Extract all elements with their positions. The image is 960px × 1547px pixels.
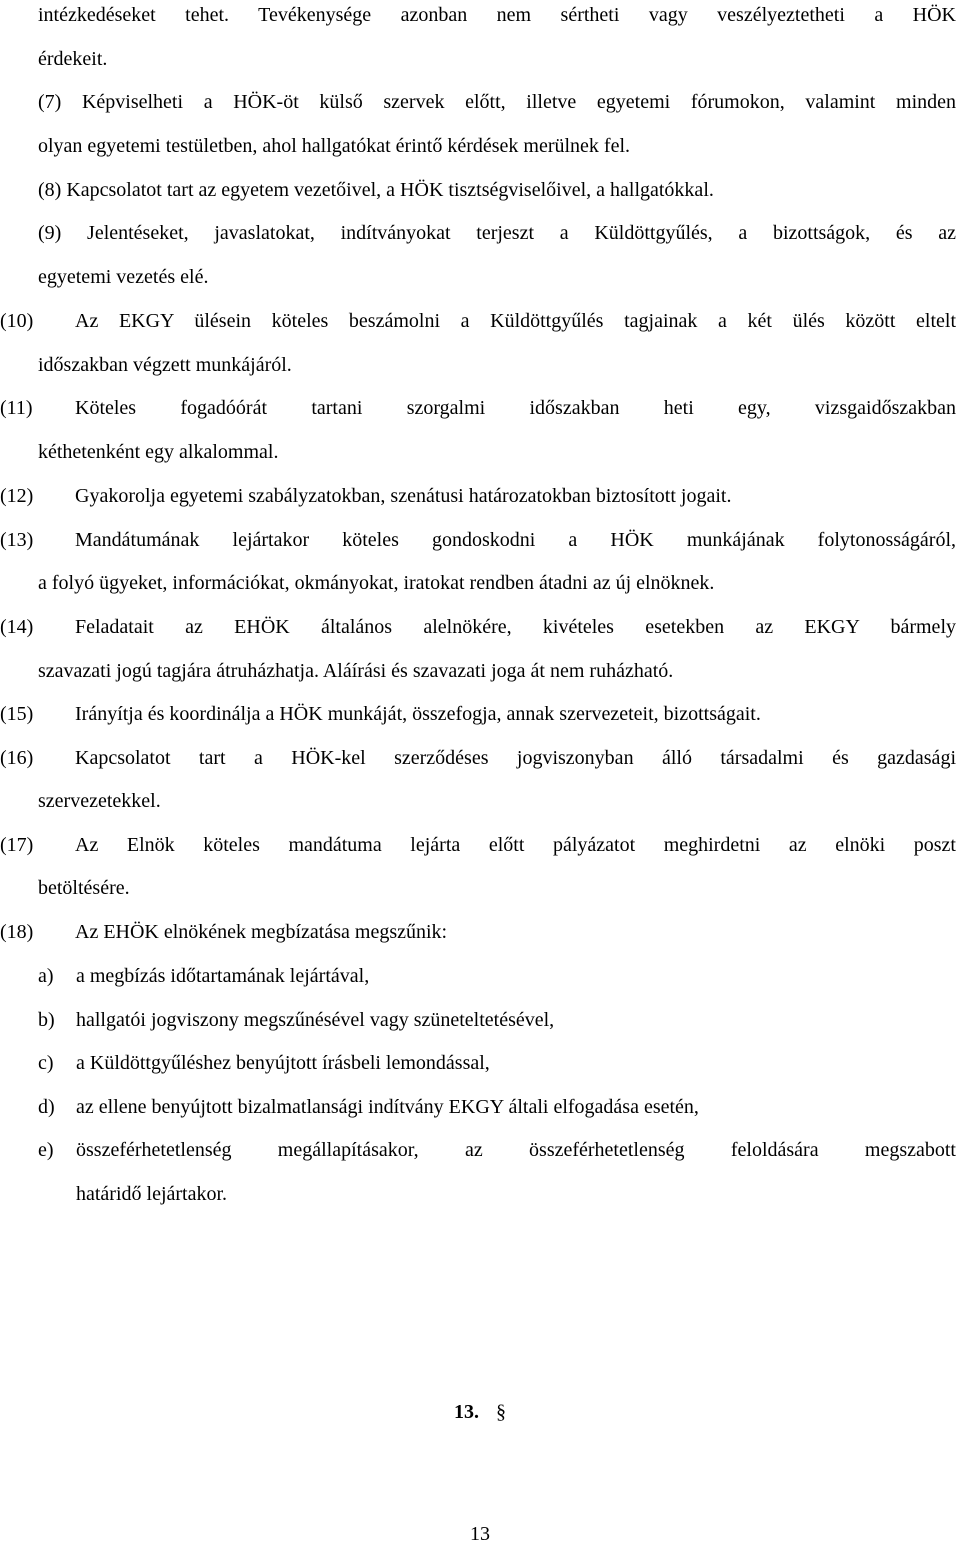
list-item-11-cont: kéthetenként egy alkalommal. (38, 441, 279, 463)
page-number: 13 (470, 1523, 490, 1545)
item-number: (18) (0, 921, 34, 943)
item-number: (11) (0, 397, 33, 419)
item-number: (10) (0, 310, 34, 332)
sub-item-letter: c) (38, 1052, 54, 1074)
sub-item-letter: b) (38, 1009, 55, 1031)
item-text: Az EKGY ülésein köteles beszámolni a Küldöttgyűlés tagjainak a két ülés között eltelt (75, 310, 956, 332)
item-text: Kapcsolatot tart a HÖK-kel szerződéses jogviszonyban álló társadalmi és gazdasági (75, 747, 956, 769)
paragraph-9-line-2: egyetemi vezetés elé. (38, 266, 209, 288)
sub-item-letter: e) (38, 1139, 54, 1161)
item-text: Mandátumának lejártakor köteles gondoskodni a HÖK munkájának folytonosságáról, (75, 529, 956, 551)
list-item-14-cont: szavazati jogú tagjára átruházhatja. Aláírási és szavazati joga át nem ruházható. (38, 660, 674, 682)
sub-item-text: hallgatói jogviszony megszűnésével vagy szüneteltetésével, (76, 1009, 555, 1031)
list-item-13-cont: a folyó ügyeket, információkat, okmányokat, iratokat rendben átadni az új elnöknek. (38, 572, 715, 594)
item-number: (17) (0, 834, 34, 856)
item-text: Gyakorolja egyetemi szabályzatokban, szenátusi határozatokban biztosított jogait. (75, 485, 732, 507)
list-item-10-cont: időszakban végzett munkájáról. (38, 354, 292, 376)
list-item-16-cont: szervezetekkel. (38, 790, 161, 812)
sub-item-letter: d) (38, 1096, 55, 1118)
item-text: Az Elnök köteles mandátuma lejárta előtt pályázatot meghirdetni az elnöki poszt (75, 834, 956, 856)
paragraph-7-line-1: (7) Képviselheti a HÖK-öt külső szervek előtt, illetve egyetemi fórumokon, valamint minden (38, 91, 956, 113)
section-heading (0, 1401, 960, 1424)
item-number: (14) (0, 616, 34, 638)
item-number: (13) (0, 529, 34, 551)
item-number: (16) (0, 747, 34, 769)
paragraph-9-line-1: (9) Jelentéseket, javaslatokat, indítványokat terjeszt a Küldöttgyűlés, a bizottságok, és az (38, 222, 956, 244)
section-number: 13. (454, 1401, 479, 1423)
text-line-2: érdekeit. (38, 48, 108, 70)
sub-item-text: a Küldöttgyűléshez benyújtott írásbeli lemondással, (76, 1052, 490, 1074)
item-text: Feladatait az EHÖK általános alelnökére, kivételes esetekben az EKGY bármely (75, 616, 956, 638)
item-text: Köteles fogadóórát tartani szorgalmi időszakban heti egy, vizsgaidőszakban (75, 397, 956, 419)
section-symbol: § (496, 1401, 506, 1423)
paragraph-7-line-2: olyan egyetemi testületben, ahol hallgatókat érintő kérdések merülnek fel. (38, 135, 631, 157)
sub-item-text: az ellene benyújtott bizalmatlansági indítvány EKGY általi elfogadása esetén, (76, 1096, 699, 1118)
sub-item-letter: a) (38, 965, 54, 987)
sub-item-e-cont: határidő lejártakor. (76, 1183, 228, 1205)
item-number: (15) (0, 703, 34, 725)
text-line-1: intézkedéseket tehet. Tevékenysége azonban nem sértheti vagy veszélyeztetheti a HÖK (38, 4, 956, 26)
paragraph-8: (8) Kapcsolatot tart az egyetem vezetőivel, a HÖK tisztségviselőivel, a hallgatókkal. (38, 179, 714, 201)
item-text: Az EHÖK elnökének megbízatása megszűnik: (75, 921, 448, 943)
item-number: (12) (0, 485, 34, 507)
list-item-17-cont: betöltésére. (38, 877, 130, 899)
sub-item-text: a megbízás időtartamának lejártával, (76, 965, 370, 987)
sub-item-text: összeférhetetlenség megállapításakor, az összeférhetetlenség feloldására megszabott (76, 1139, 956, 1161)
item-text: Irányítja és koordinálja a HÖK munkáját, összefogja, annak szervezeteit, bizottságait. (75, 703, 761, 725)
